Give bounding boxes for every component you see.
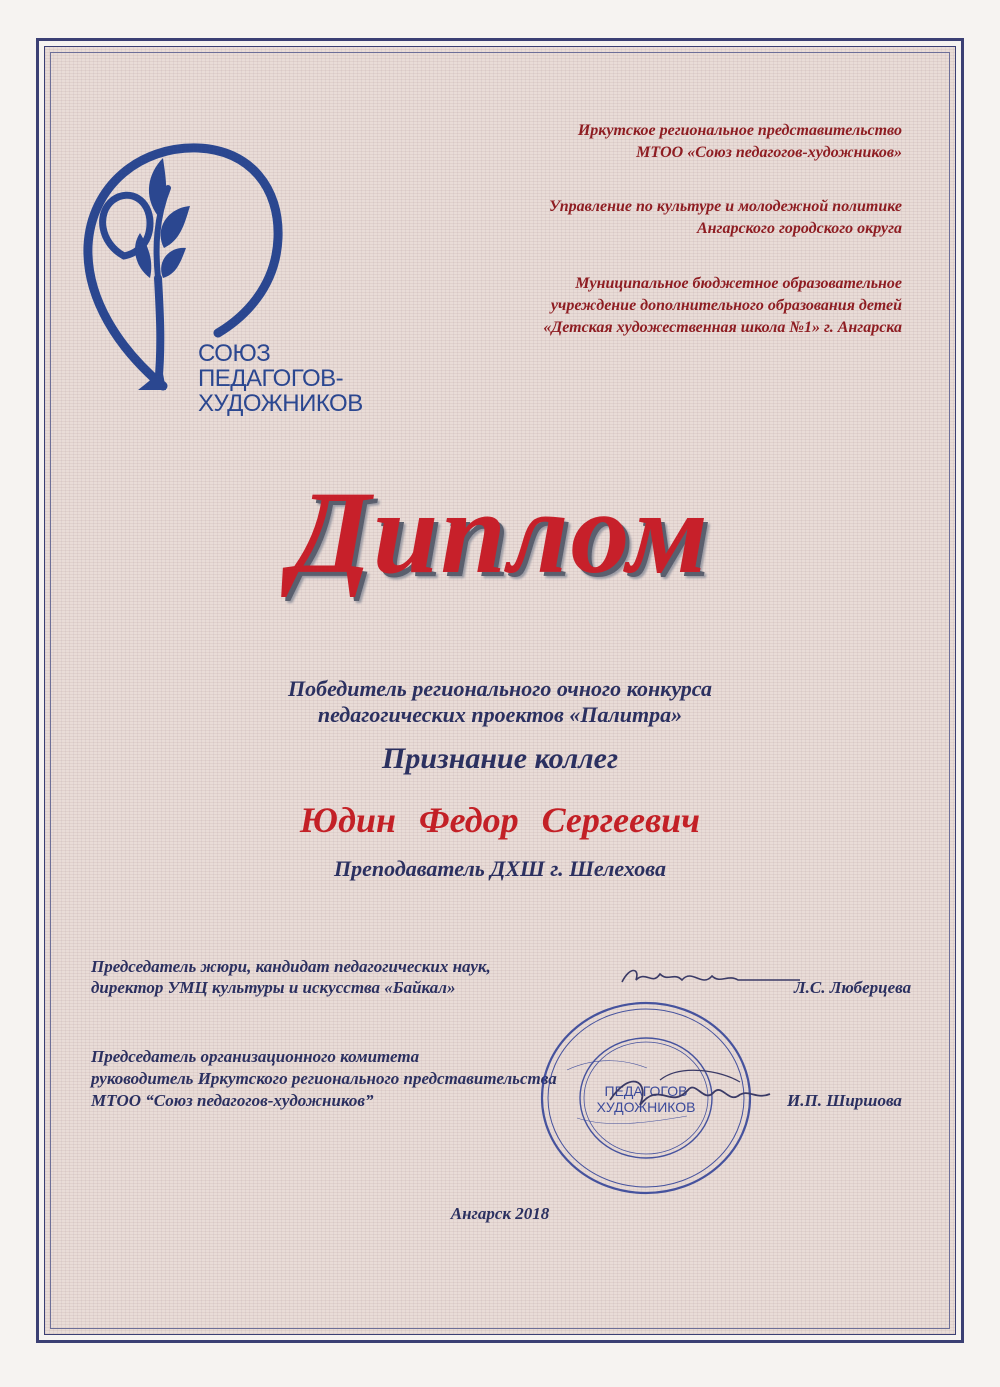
logo-text-line1: СОЮЗ: [198, 340, 271, 367]
logo-text-line3: ХУДОЖНИКОВ: [198, 390, 363, 417]
diploma-title: Диплом: [290, 467, 710, 598]
place-year: Ангарск 2018: [450, 1204, 550, 1223]
jury-chair-name: Л.С. Люберцева: [794, 978, 912, 997]
header-org-2-line2: Ангарского городского округа: [696, 220, 902, 237]
header-org-1: [578, 120, 902, 164]
jury-chair-title-line2: директор УМЦ культуры и искусства «Байкал»: [91, 978, 456, 997]
header-org-3-line2: учреждение дополнительного образования детей: [550, 297, 902, 314]
jury-chair-signature: [616, 958, 806, 998]
header-org-1-line2: МТОО «Союз педагогов-художников»: [636, 144, 902, 161]
jury-chair-title-line1: Председатель жюри, кандидат педагогических наук,: [91, 957, 491, 976]
award-line-2: педагогических проектов «Палитра»: [317, 702, 683, 727]
header-org-3-line1: Муниципальное бюджетное образовательное: [575, 275, 902, 292]
header-org-1-line1: Иркутское региональное представительство: [577, 122, 902, 139]
nomination: Признание коллег: [381, 742, 619, 775]
committee-chair-title-line2: руководитель Иркутского регионального представительства: [91, 1069, 557, 1088]
seal-center-line2: ХУДОЖНИКОВ: [596, 1099, 696, 1115]
seal-center-line1: ПЕДАГОГОВ: [604, 1083, 688, 1099]
committee-chair-title-line1: Председатель организационного комитета: [91, 1047, 420, 1066]
recipient-name: Юдин Федор Сергеевич: [299, 800, 701, 840]
committee-chair-title-line3: МТОО “Союз педагогов-художников”: [91, 1091, 374, 1110]
committee-chair-name: И.П. Ширшова: [787, 1091, 902, 1110]
award-line-1: Победитель регионального очного конкурса: [287, 676, 712, 701]
committee-chair-signature: [600, 1060, 780, 1130]
logo-text-line2: ПЕДАГОГОВ-: [198, 365, 344, 392]
header-org-3: [543, 273, 902, 339]
header-org-2-line1: Управление по культуре и молодежной политике: [549, 198, 902, 215]
recipient-position: Преподаватель ДХШ г. Шелехова: [334, 856, 666, 881]
header-org-2: [549, 196, 902, 240]
header-org-3-line3: «Детская художественная школа №1» г. Ангарска: [543, 319, 902, 336]
